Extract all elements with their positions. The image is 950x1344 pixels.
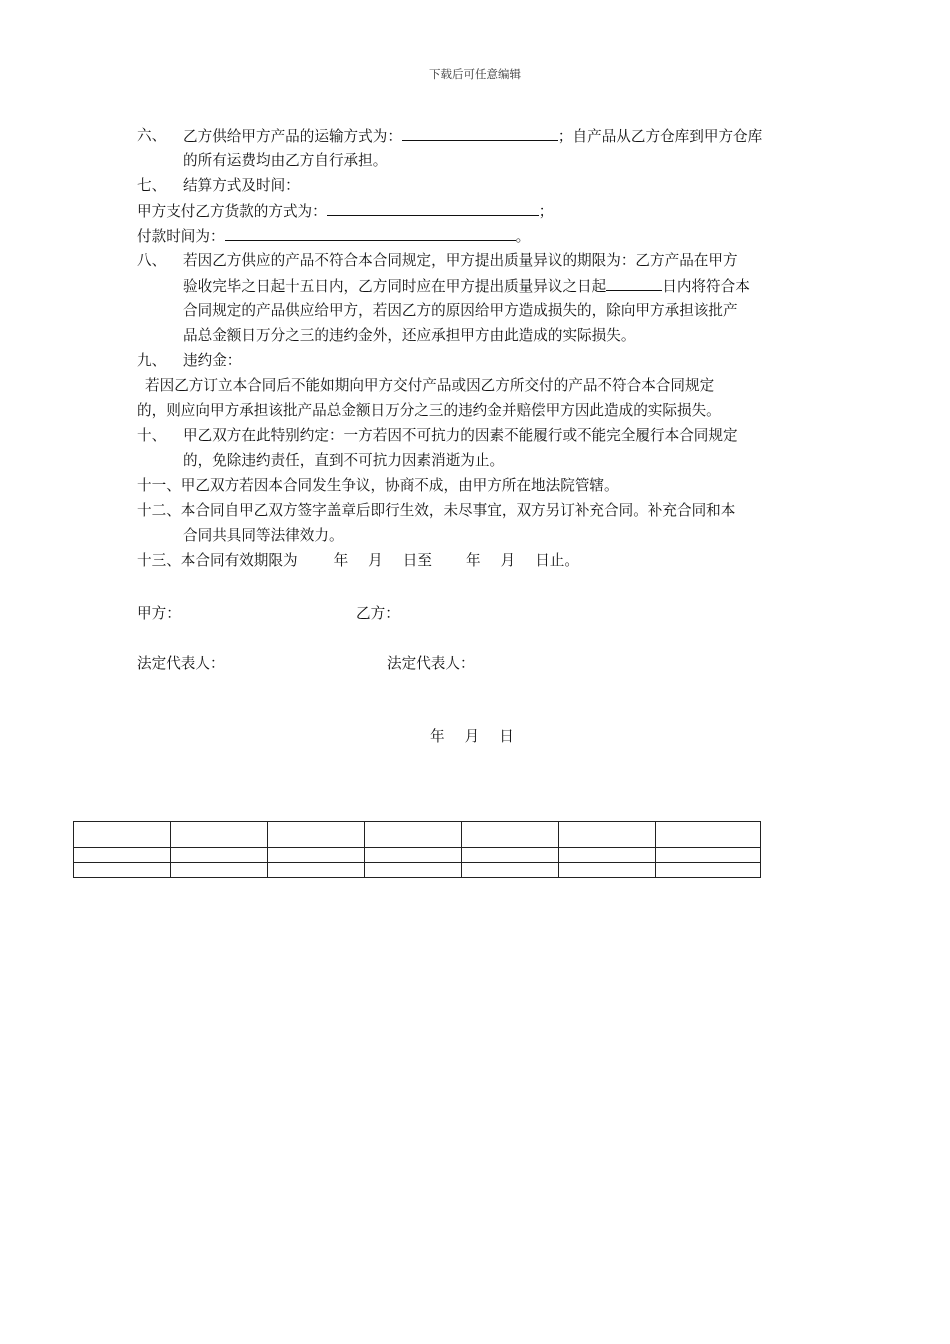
clause-6-line-2: 的所有运费均由乙方自行承担。 [183,152,388,169]
table-cell [559,848,656,863]
clause-11-text: 甲乙双方若因本合同发生争议，协商不成，由甲方所在地法院管辖。 [180,477,619,494]
table-cell [365,822,462,848]
payment-time-line [137,225,530,248]
term-end-year: 年 [465,552,481,569]
party-b-representative-label: 法定代表人： [387,655,475,672]
table-cell [171,822,268,848]
table-cell [462,863,559,878]
term-start-month: 月 [368,552,383,569]
clause-10-text-1: 甲乙双方在此特别约定：一方若因不可抗力的因素不能履行或不能完全履行本合同规定 [183,427,738,444]
table-cell [74,848,171,863]
clause-9-line-2: 若因乙方订立本合同后不能如期向甲方交付产品或因乙方所交付的产品不符合本合同规定 [145,377,715,394]
payment-method-blank[interactable] [327,200,539,216]
table-row [74,863,761,878]
party-a-representative-label: 法定代表人： [137,655,225,672]
table-cell [268,863,365,878]
page-header-note: 下载后可任意编辑 [429,67,521,81]
clause-8-text-2b: 日内将符合本 [662,278,750,295]
payment-method-line [137,200,553,223]
term-end-month: 月 [500,552,516,569]
signing-day: 日 [499,728,514,745]
table-cell [268,848,365,863]
term-start-year: 年 [333,552,349,569]
clause-11-line-1 [137,475,619,497]
table-cell [656,822,761,848]
clause-8-text-2a: 验收完毕之日起十五日内，乙方同时应在甲方提出质量异议之日起 [183,278,607,295]
clause-8-line-2 [183,275,750,298]
clause-12-number: 十二、 [137,502,181,519]
clause-8-line-3: 合同规定的产品供应给甲方，若因乙方的原因给甲方造成损失的，除向甲方承担该批产 [183,302,738,319]
clause-9-number: 九、 [137,352,167,369]
table-cell [365,848,462,863]
clause-13-line-1 [137,550,579,572]
table-row [74,822,761,848]
table-cell [462,848,559,863]
clause-7-number: 七、 [137,177,167,194]
signing-month: 月 [464,728,480,745]
clause-8-line-4: 品总金额日万分之三的违约金外，还应承担甲方由此造成的实际损失。 [183,327,636,344]
clause-12-line-1 [137,500,735,522]
replacement-days-blank[interactable] [606,275,662,291]
table-cell [656,863,761,878]
clause-12-text-1: 本合同自甲乙双方签字盖章后即行生效，未尽事宜，双方另订补充合同。补充合同和本 [180,502,736,519]
table-row [74,848,761,863]
term-end-day: 日止。 [535,552,579,569]
payment-method-end: ； [538,203,554,220]
clause-8-text-1: 若因乙方供应的产品不符合本合同规定，甲方提出质量异议的期限为：乙方产品在甲方 [183,252,738,269]
clause-12-line-2: 合同共具同等法律效力。 [183,527,344,544]
payment-time-end: 。 [515,228,531,245]
clause-8-number: 八、 [137,252,167,269]
clause-13-text: 本合同有效期限为 [180,552,298,569]
transport-method-blank[interactable] [402,125,558,141]
table-cell [365,863,462,878]
signing-date [430,725,514,746]
clause-6-number: 六、 [137,127,167,144]
table-cell [559,863,656,878]
clause-11-number: 十一、 [137,477,181,494]
table-cell [268,822,365,848]
clause-10-number: 十、 [137,427,167,444]
blank-table [73,821,761,878]
clause-9-line-3: 的，则应向甲方承担该批产品总金额日万分之三的违约金并赔偿甲方因此造成的实际损失。 [137,402,721,419]
clause-10-line-2: 的，免除违约责任，直到不可抗力因素消逝为止。 [183,452,505,469]
clause-9-title: 违约金： [183,352,242,369]
table-cell [656,848,761,863]
clause-6-text-b: ；自产品从乙方仓库到甲方仓库 [557,128,763,145]
signing-year: 年 [430,728,445,745]
payment-time-label: 付款时间为： [137,228,225,245]
payment-time-blank[interactable] [225,225,516,241]
table-cell [559,822,656,848]
party-b-label: 乙方： [356,605,400,622]
table-cell [74,863,171,878]
table-cell [171,863,268,878]
payment-method-label: 甲方支付乙方货款的方式为： [137,203,327,220]
table-cell [462,822,559,848]
clause-13-number: 十三、 [137,552,181,569]
table-cell [74,822,171,848]
clause-6-text-a: 乙方供给甲方产品的运输方式为： [183,128,402,145]
party-a-label: 甲方： [137,605,181,622]
term-start-day: 日至 [402,552,432,569]
clause-7-title: 结算方式及时间： [183,177,300,194]
table-cell [171,848,268,863]
